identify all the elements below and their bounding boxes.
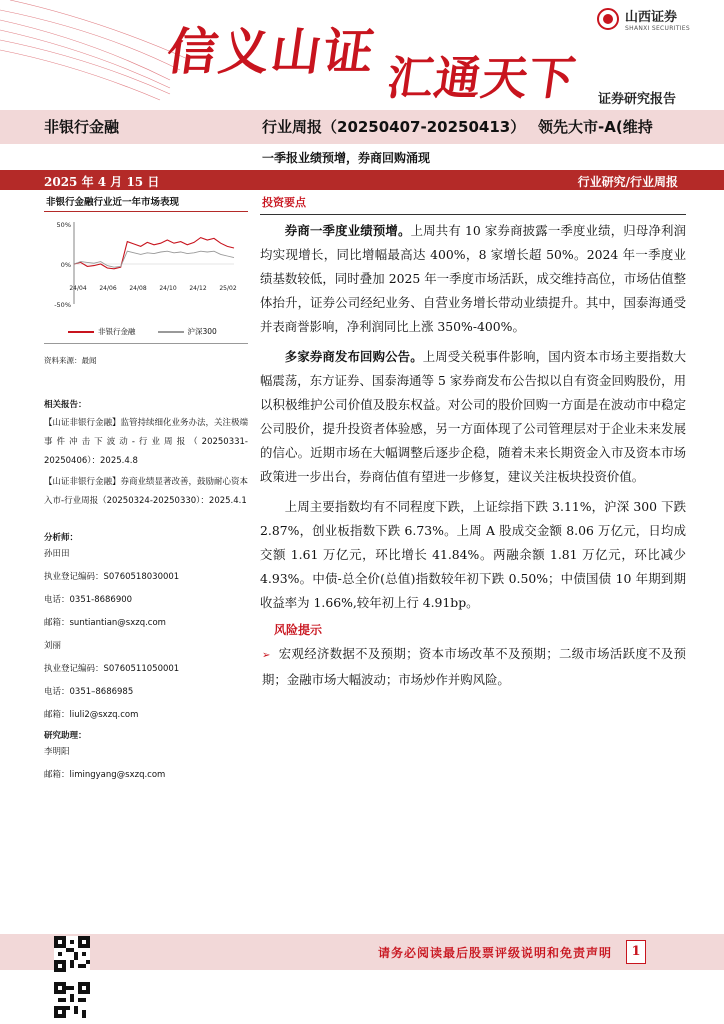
analyst-phone: 电话：0351-8686900 (44, 595, 133, 605)
assistant-heading: 研究助理： (44, 731, 87, 741)
related-heading: 相关报告： (44, 400, 87, 410)
disclaimer[interactable]: 请务必阅读最后股票评级说明和免责声明 (377, 946, 612, 960)
qr-code-icon (54, 982, 90, 1018)
logo-english: SHANXI SECURITIES (625, 25, 690, 32)
report-type: 证券研究报告 (597, 92, 676, 107)
arrow-bullet-icon: ➢ (262, 650, 271, 661)
sidebar (44, 190, 248, 787)
chart-legend (68, 326, 217, 337)
analyst-heading: 分析师： (44, 533, 79, 543)
chart-source: 资料来源：最闻 (44, 356, 97, 365)
slogan-part-two: 汇通天下 (383, 51, 580, 105)
qr-code-icon (54, 936, 90, 972)
x-tick-label: 24/04 (69, 285, 87, 292)
related-report[interactable]: 【山证非银行金融】监管持续细化业务办法，关注极端事件冲击下波动-行业周报（20250331-20250406）：2025.4.8 (44, 418, 249, 466)
performance-chart (44, 212, 248, 344)
analyst-email[interactable]: 邮箱：suntiantian@sxzq.com (44, 618, 166, 628)
x-tick-label: 24/08 (129, 285, 147, 292)
x-tick-label: 24/06 (99, 285, 117, 292)
legend-item-sector: 非银行金融 (68, 326, 136, 337)
x-tick-label: 25/02 (219, 285, 237, 292)
assistant-name: 李明阳 (44, 747, 70, 757)
analyst-email[interactable]: 邮箱：liuli2@sxzq.com (44, 710, 139, 720)
assistant-email[interactable]: 邮箱：limingyang@sxzq.com (44, 770, 166, 780)
y-tick-label: -50% (54, 301, 71, 309)
x-tick-label: 24/10 (159, 285, 177, 292)
legend-item-index: 沪深300 (158, 326, 217, 337)
report-category: 行业研究/行业周报 (577, 175, 678, 189)
slogan-part-one: 信义山证 (163, 22, 380, 81)
analyst-name: 孙田田 (44, 549, 70, 559)
paragraph-lead: 券商一季度业绩预增。 (284, 223, 411, 238)
analyst-phone: 电话：0351–8686985 (44, 687, 134, 697)
risk-text: ➢ 宏观经济数据不及预期；资本市场改革不及预期；二级市场活跃度不及预期；金融市场大幅波动；市场炒作并购风险。 (262, 646, 686, 687)
paragraph-lead: 多家券商发布回购公告。 (284, 349, 423, 364)
report-date: 2025 年 4 月 15 日 (44, 175, 160, 189)
sector-name: 非银行金融 (44, 118, 120, 136)
section-heading: 投资要点 (260, 190, 686, 215)
report-title: 行业周报（20250407-20250413） (262, 118, 526, 136)
y-tick-label: 50% (56, 221, 71, 229)
x-tick-label: 24/12 (189, 285, 207, 292)
analyst-name: 刘丽 (44, 641, 62, 651)
analyst-reg: 执业登记编码：S0760511050001 (44, 664, 180, 674)
paragraph-buyback: 多家券商发布回购公告。上周受关税事件影响，国内资本市场主要指数大幅震荡，东方证券、国泰海通等 5 家券商发布公告拟以自有资金回购股份，用以积极维护公司价值及股东权益。对公司的股价回购一方面是在波动市中稳定公司股价，提升投资者体验感，另一方面体现了公司管理层对于企业未来发展的信心。近期市场在大幅调整后逐步企稳，随着未来长期资金入市及资本市场政策进一步出台，券商估值有望进一步修复，建议关注板块投资价值。 (260, 349, 687, 484)
company-logo (597, 6, 690, 32)
footer-band (0, 934, 724, 970)
logo-name: 山西证券 (625, 10, 678, 25)
analyst-block (44, 543, 248, 727)
analyst-reg: 执业登记编码：S0760518030001 (44, 572, 180, 582)
paragraph-earnings: 券商一季度业绩预增。上周共有 10 家券商披露一季度业绩，归母净利润均实现增长，同比增幅最高达 400%，8 家增长超 50%。2024 年一季度业绩基数较低，同时叠加 2025 年一季度市场活跃，成交维持高位，市场估值整体抬升，证券公司经纪业务、自营业务增长带动业绩提升。其中，国泰海通受并表商誉影响，净利润同比上涨 350%-400%。 (260, 223, 686, 334)
risk-heading: 风险提示 (274, 623, 323, 637)
related-report[interactable]: 【山证非银行金融】券商业绩显著改善，鼓励耐心资本入市-行业周报（20250324-20250330）：2025.4.1 (44, 477, 249, 506)
chart-svg (44, 212, 248, 324)
paragraph-market: 上周主要指数均有不同程度下跌，上证综指下跌 3.11%，沪深 300 下跌 2.87%，创业板指数下跌 6.73%。上周 A 股成交金额 8.06 万亿元，日均成交额 1.61 万亿元，环比增长 41.84%。两融余额 1.81 万亿元，环比减少 4.93%。中债-总全价(总值)指数较年初下跌 0.50%；中债国债 10 年期到期收益率为 1.66%,较年初上行 4.91bp。 (260, 499, 686, 610)
main-content (260, 190, 686, 692)
page-number: 1 (626, 940, 646, 964)
y-tick-label: 0% (60, 261, 71, 269)
report-subtitle: 一季报业绩预增，券商回购涌现 (262, 151, 431, 165)
chart-title: 非银行金融行业近一年市场表现 (44, 190, 248, 212)
assistant-block (44, 741, 248, 787)
rating: 领先大市-A(维持 (538, 118, 653, 136)
logo-icon (597, 8, 619, 30)
header-banner (0, 0, 724, 110)
